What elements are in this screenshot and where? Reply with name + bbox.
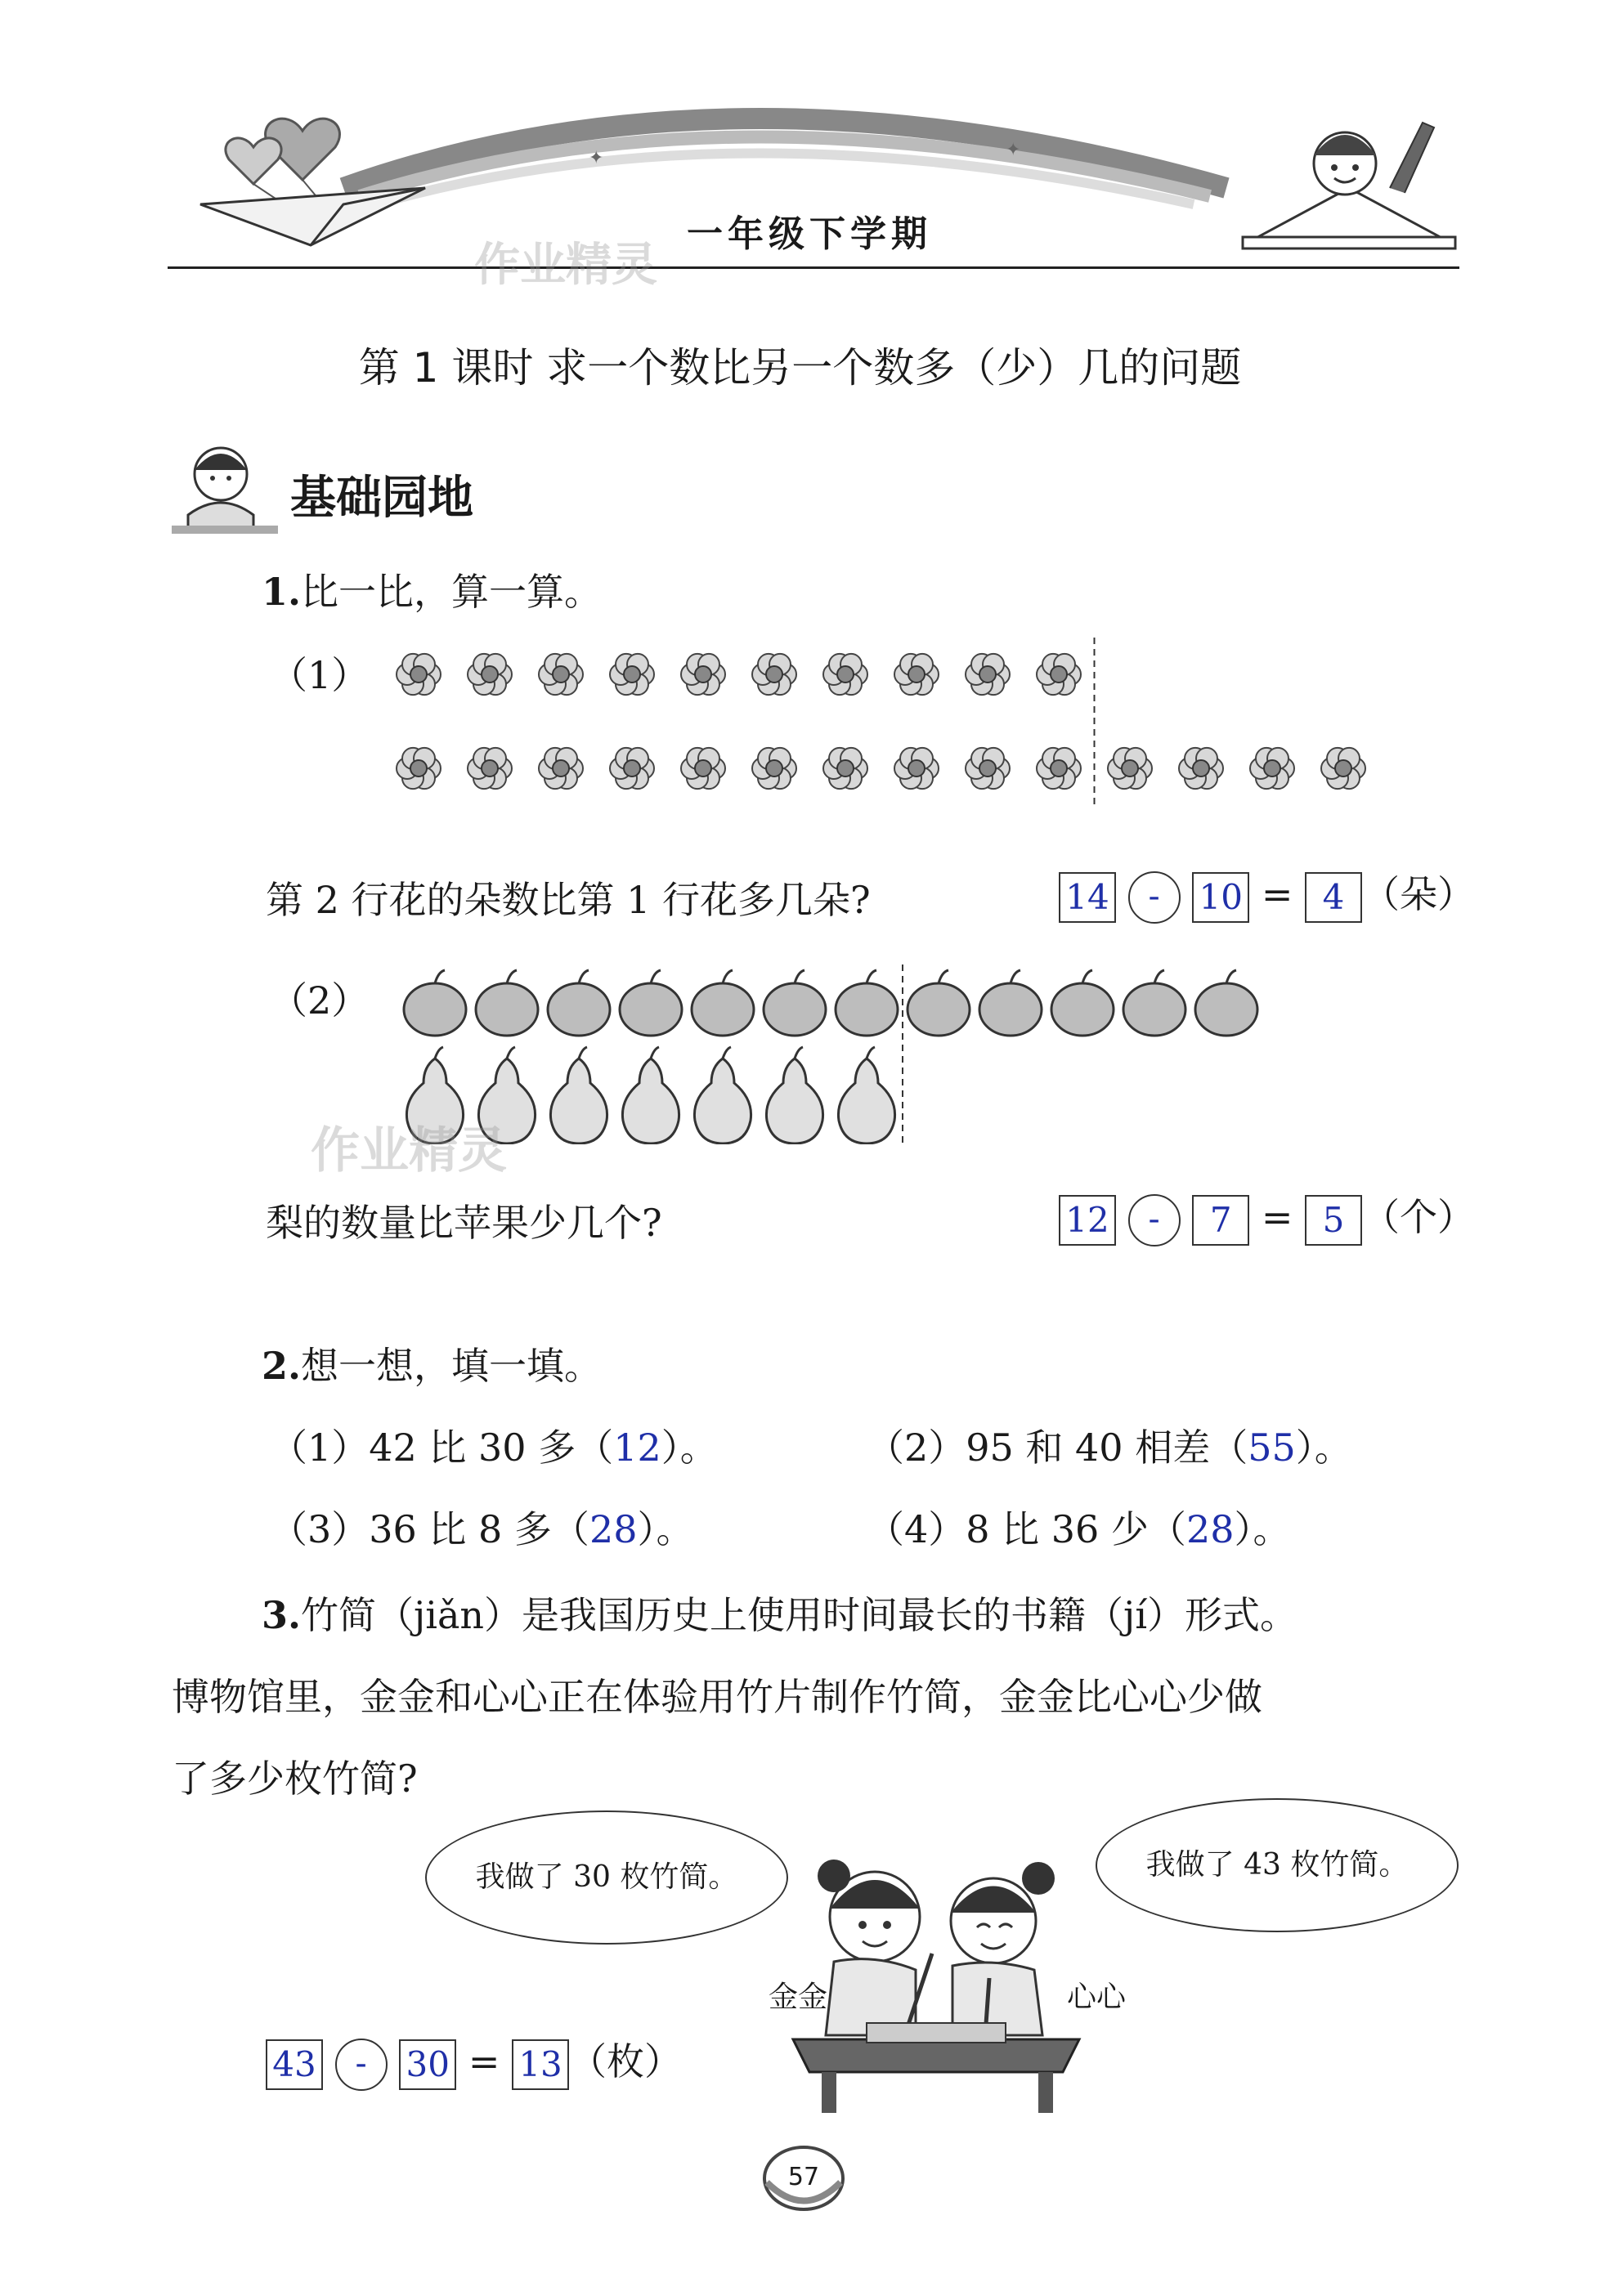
- flower-icon: [823, 748, 867, 789]
- apple-icon: [1195, 970, 1257, 1036]
- pear-icon: [550, 1047, 607, 1144]
- minuend-box: 12: [1059, 1195, 1116, 1246]
- flower-icon: [681, 748, 725, 789]
- apple-icon: [908, 970, 970, 1036]
- student-writing-icon: [172, 437, 278, 535]
- paper-plane-icon: [200, 188, 425, 245]
- grade-title: 一年级下学期: [687, 213, 932, 255]
- q2-item-4: （4）8 比 36 少（28）。: [867, 1507, 1291, 1551]
- minuend-box: 43: [266, 2039, 323, 2090]
- flower-icon: [397, 748, 441, 789]
- equals-sign: =: [1261, 872, 1293, 916]
- operator-circle: -: [335, 2039, 388, 2091]
- fruit-rows: [392, 964, 1292, 1144]
- flower-icon: [1250, 748, 1294, 789]
- answer: 28: [1185, 1507, 1235, 1551]
- operator-circle: -: [1128, 1194, 1181, 1246]
- speech-bubble-right: 我做了 43 枚竹简。: [1096, 1798, 1459, 1932]
- watermark: 作业精灵: [474, 239, 657, 292]
- q1-p2-question: 梨的数量比苹果少几个?: [266, 1201, 662, 1245]
- apple-icon: [1051, 970, 1114, 1036]
- flower-icon: [894, 748, 939, 789]
- flower-icon: [468, 654, 512, 695]
- unit-label: （朵）: [1362, 872, 1476, 916]
- pear-icon: [766, 1047, 822, 1144]
- subtrahend-box: 30: [399, 2039, 456, 2090]
- q2-item-3: （3）36 比 8 多（28）。: [270, 1507, 694, 1551]
- flower-icon: [468, 748, 512, 789]
- flower-icon: [1108, 748, 1152, 789]
- section-title: 基础园地: [290, 472, 473, 525]
- pear-icon: [694, 1047, 751, 1144]
- answer: 12: [613, 1425, 661, 1470]
- q2-item-2: （2）95 和 40 相差（55）。: [867, 1425, 1352, 1470]
- speech-bubble-left: 我做了 30 枚竹简。: [425, 1810, 788, 1945]
- flower-icon: [752, 654, 796, 695]
- q1-p1-question: 第 2 行花的朵数比第 1 行花多几朵?: [266, 878, 871, 922]
- flower-icon: [1321, 748, 1365, 789]
- flower-icon: [752, 748, 796, 789]
- q2-item-1: （1）42 比 30 多（12）。: [270, 1425, 718, 1470]
- flower-icon: [1037, 654, 1081, 695]
- q1-prompt: 比一比，算一算。: [301, 570, 603, 614]
- answer: 55: [1248, 1425, 1296, 1470]
- svg-text:✦: ✦: [589, 148, 604, 168]
- apple-icon: [692, 970, 754, 1036]
- q3-line-1: 3.竹简（jiǎn）是我国历史上使用时间最长的书籍（jí）形式。: [262, 1593, 1298, 1637]
- flower-rows: [384, 638, 1406, 817]
- watermark: 作业精灵: [311, 1122, 507, 1179]
- apple-icon: [1123, 970, 1185, 1036]
- operator-circle: -: [1128, 871, 1181, 924]
- apple-icon: [620, 970, 682, 1036]
- q1-p2-label: （2）: [270, 978, 370, 1023]
- pear-icon: [838, 1047, 894, 1144]
- q3-number: 3.: [262, 1593, 302, 1637]
- page-number: 57: [787, 2163, 820, 2191]
- q1-p1-equation: [1059, 868, 1475, 924]
- q1-p2-equation: [1059, 1191, 1475, 1246]
- apple-icon: [764, 970, 826, 1036]
- q3-line-2: 博物馆里，金金和心心正在体验用竹片制作竹简，金金比心心少做: [172, 1675, 1262, 1719]
- result-box: 13: [512, 2039, 569, 2090]
- flower-icon: [539, 654, 583, 695]
- q3-equation: [266, 2035, 682, 2091]
- flower-icon: [610, 654, 654, 695]
- result-box: 4: [1305, 872, 1362, 923]
- svg-text:✦: ✦: [1006, 140, 1021, 160]
- name-jinjin: 金金: [769, 1980, 828, 2014]
- reading-girl-icon: [1243, 123, 1455, 248]
- unit-label: （个）: [1362, 1195, 1476, 1239]
- flower-icon: [823, 654, 867, 695]
- apple-icon: [476, 970, 538, 1036]
- minuend-box: 14: [1059, 872, 1116, 923]
- unit-label: （枚）: [569, 2039, 683, 2083]
- flower-icon: [966, 654, 1010, 695]
- header-rule: [168, 266, 1459, 269]
- flower-icon: [397, 654, 441, 695]
- equals-sign: =: [1261, 1195, 1293, 1239]
- answer: 28: [589, 1507, 638, 1551]
- pear-icon: [622, 1047, 679, 1144]
- q2-number: 2.: [262, 1344, 302, 1388]
- q2-heading: [262, 1336, 602, 1390]
- flower-icon: [610, 748, 654, 789]
- subtrahend-box: 10: [1192, 872, 1249, 923]
- children-at-desk-illustration: [785, 1839, 1087, 2117]
- equals-sign: =: [468, 2039, 500, 2083]
- subtrahend-box: 7: [1192, 1195, 1249, 1246]
- q1-p1-label: （1）: [270, 653, 370, 697]
- apple-icon: [836, 970, 898, 1036]
- heart-icon: [226, 138, 281, 184]
- lesson-title: 第 1 课时 求一个数比另一个数多（少）几的问题: [358, 344, 1242, 392]
- name-xinxin: 心心: [1067, 1980, 1127, 2014]
- flower-icon: [681, 654, 725, 695]
- apple-icon: [548, 970, 610, 1036]
- flower-icon: [539, 748, 583, 789]
- result-box: 5: [1305, 1195, 1362, 1246]
- apple-icon: [979, 970, 1042, 1036]
- flower-icon: [894, 654, 939, 695]
- q3-line-3: 了多少枚竹简?: [172, 1757, 418, 1801]
- flower-icon: [1179, 748, 1223, 789]
- flower-icon: [1037, 748, 1081, 789]
- q2-prompt: 想一想，填一填。: [301, 1344, 603, 1388]
- q1-number: 1.: [262, 570, 302, 614]
- flower-icon: [966, 748, 1010, 789]
- apple-icon: [404, 970, 466, 1036]
- q1-heading: [262, 562, 602, 616]
